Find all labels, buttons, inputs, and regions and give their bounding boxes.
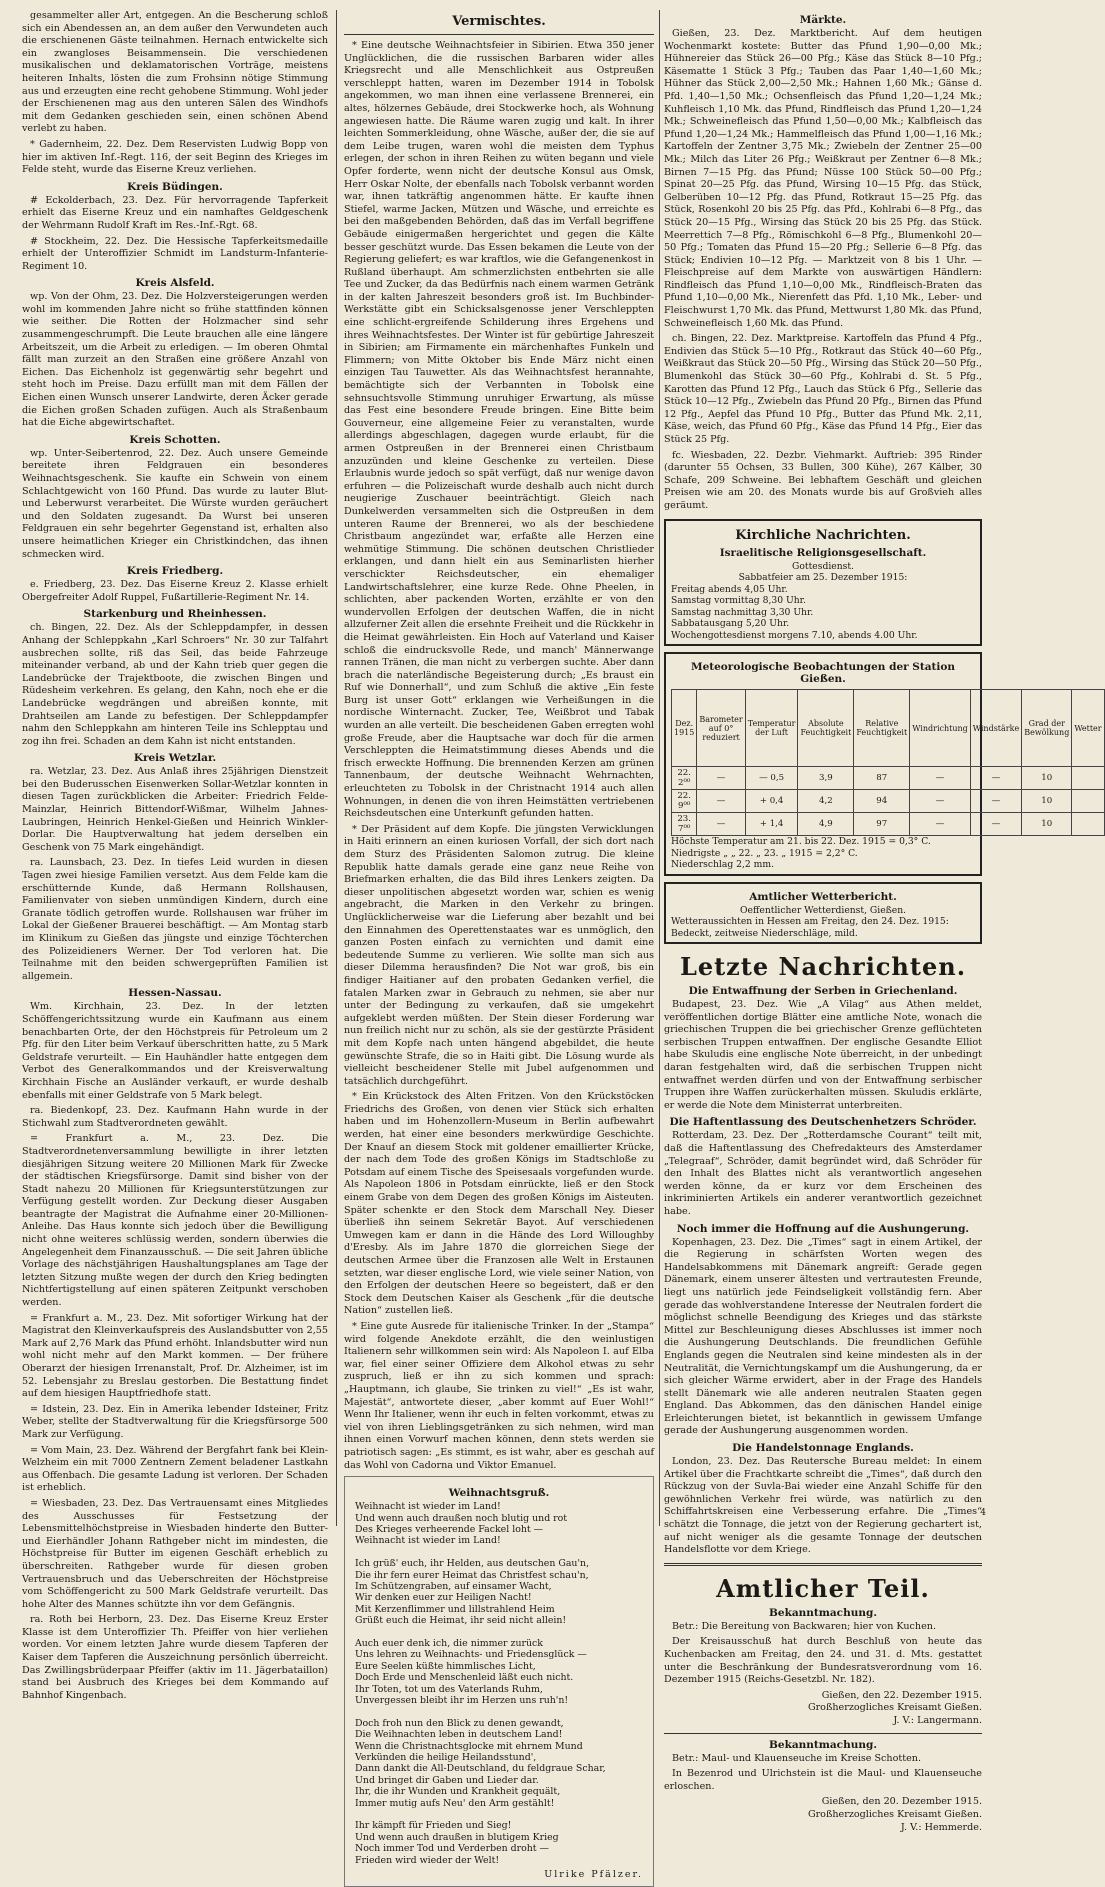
poem-line: Im Schützengraben, auf einsamer Wacht, <box>355 1580 552 1592</box>
church-news-box <box>664 519 982 647</box>
min-temperature: Niedrigste „ „ 22. „ 23. „ 1915 = 2,2° C. <box>671 847 858 859</box>
section-heading: Amtlicher Teil. <box>716 1573 930 1603</box>
poem-line: Uns lehren zu Weihnachts- und Friedensglück — <box>355 1649 587 1661</box>
table-header-cell: Dez. 1915 <box>672 690 697 767</box>
table-cell: 4,2 <box>798 790 854 813</box>
poem-line <box>355 1547 643 1558</box>
section-heading: Starkenburg und Rheinhessen. <box>83 608 267 621</box>
weather-service: Oeffentlicher Wetterdienst, Gießen. <box>739 904 907 916</box>
article-paragraph: = Frankfurt a. M., 23. Dez. Mit sofortiger Wirkung hat der Magistrat den Kleinverkaufspreis des Auslandsbutter von 2,55 Mark auf 2,76 Mark das Pfund erhöht. Inlandsbutter wird nun wohl nicht mehr auf den Markt kommen. — Der frühere Oberarzt der hiesigen Irrenanstalt, Prof. Dr. Alzheimer, ist im 52. Lebensjahr zu Breslau gestorben. Die Bestattung findet auf dem hiesigen Hauptfriedhofe statt. <box>22 1312 328 1400</box>
table-row <box>672 790 1105 813</box>
poem-line: Mit Kerzenflimmer und lillstrahlend Heim <box>355 1603 555 1615</box>
article-paragraph: gesammelter aller Art, entgegen. An die Bescherung schloß sich ein Abendessen an, an dem außer den Verwundeten auch die erschienenen Gäste teilnahmen. Hernach entwickelte sich ein zwangloses Beisammensein. Die verschiedenen musikalischen und deklamatorischen Vorträge, meistens heiteren Inhalts, lösten die zum Frohsinn nötige Stimmung aus und erzeugten eine recht gehobene Stimmung. Wohl jeder der Erschienenen mag aus den unteren Sälen des Windhofs mit dem Gedanken geschieden sein, einen schönen Abend verlebt zu haben. <box>22 10 328 135</box>
poem-line <box>355 1809 643 1820</box>
section-heading: Kirchliche Nachrichten. <box>735 527 911 543</box>
poem-title: Weihnachtsgruß. <box>448 1487 550 1500</box>
table-cell: — <box>910 767 971 790</box>
service-time: Samstag nachmittag 3,30 Uhr. <box>671 606 814 618</box>
weather-forecast: Wetteraussichten in Hessen am Freitag, den 24. Dez. 1915: Bedeckt, zeitweise Niederschläge, mild. <box>671 916 949 939</box>
table-header-row <box>672 690 1105 767</box>
poem-line: Wir denken euer zur Heiligen Nacht! <box>355 1592 532 1604</box>
notice-date: Gießen, den 20. Dezember 1915. <box>821 1796 982 1808</box>
table-header-cell: Barometer auf 0° reduziert <box>697 690 745 767</box>
article-paragraph: Wm. Kirchhain, 23. Dez. In der letzten Schöffengerichtssitzung wurde ein Kaufmann aus einem benachbarten Orte, der den Höchstpreis für Petroleum um 2 Pfg. für den Liter beim Verkauf überschritten hatte, zu 5 Mark Geldstrafe verurteilt. — Ein Hauhändler hatte entgegen dem Verbot des Generalkommandos und der Kreisverwaltung Kirchhain Fische an Ausländer verkauft, er wurde deshalb ebenfalls mit einer Geldstrafe von 5 Mark belegt. <box>22 1001 328 1101</box>
table-cell: 10 <box>1022 767 1072 790</box>
poem-line: Des Krieges verheerende Fackel loht — <box>355 1523 544 1535</box>
poem-line: Frieden wird wieder der Welt! <box>355 1854 500 1866</box>
table-cell: — <box>970 790 1021 813</box>
table-cell: + 1,4 <box>745 813 798 836</box>
article-paragraph: Gießen, 23. Dez. Marktbericht. Auf dem heutigen Wochenmarkt kostete: Butter das Pfund 1,90—0,00 Mk.; Hühnereier das Stück 26—00 Pfg.; Käse das Stück 8—10 Pfg.; Käsematte 1 Stück 3 Pfg.; Tauben das Paar 1,40—1,60 Mk.; Hühner das Stück 2,00—2,50 Mk.; Hahnen 1,60 Mk.; Gänse d. Pfd. 1,40—1,50 Mk.; Ochsenfleisch das Pfund 1,20—1,24 Mk.; Kuhfleisch 1,10 Mk. das Pfund, Rindfleisch das Pfund 1,20—1,24 Mk.; Schweinefleisch das Pfund 1,50—0,00 Mk.; Kalbfleisch das Pfund 1,20—1,24 Mk.; Hammelfleisch das Pfund 1,00—1,16 Mk.; Kartoffeln der Zentner 3,75 Mk.; Zwiebeln der Zentner 25—00 Mk.; Milch das Liter 26 Pfg.; Weißkraut per Zentner 6—8 Mk.; Birnen 7—15 Pfg. das Pfund; Nüsse 100 Stück 50—00 Pfg.; Spinat 20—25 Pfg. das Pfund, Wirsing 10—15 Pfg. das Stück, Gelberüben 10—12 Pfg. das Pfund, Rotkraut 15—25 Pfg. das Stück, Rosenkohl 20 bis 25 Pfg. das Pfd., Kohlrabi 6—8 Pfg., das Stück 20—15 Pfg., Wirsing das Stück 20 bis 25 Pfg. das Stück. Meerrettich 7—8 Pfg., Römischkohl 6—8 Pfg., Blumenkohl 20—50 Pfg.; Tomaten das Pfund 15—20 Pfg.; Sellerie 6—8 Pfg. das Stück; Endivien 10—12 Pfg. — Marktzeit von 8 bis 1 Uhr. — Fleischpreise auf dem Markte von auswärtigen Händlern: Rindfleisch das Pfund 1,10—0,00 Mk., Rindfleisch-Braten das Pfund 1,10—0,00 Mk., Nierenfett das Pfd. 1,10 Mk., Leber- und Fleischwurst 1,70 Mk. das Pfund, Mettwurst 1,80 Mk. das Pfund, Schweinefleisch 1,60 Mk. das Pfund. <box>664 28 982 329</box>
poem-line: Verkünden die heilige Heilandsstund', <box>355 1752 537 1764</box>
poem-line <box>355 1627 643 1638</box>
article-paragraph: # Eckolderbach, 23. Dez. Für hervorragende Tapferkeit erhielt das Eiserne Kreuz und ein namhaftes Geldgeschenk der Wehrmann Rudolf Kraft im Res.-Inf.-Rgt. 68. <box>22 194 328 231</box>
table-cell: 22. 2⁰⁰ <box>672 767 697 790</box>
article-paragraph: * Der Präsident auf dem Kopfe. Die jüngsten Verwicklungen in Haiti erinnern an einen kuriosen Vorfall, der sich dort nach dem Sturz des Präsidenten Salomon zutrug. Die kleine Republik hatte damals gerade eine ganz neue Reihe von Briefmarken erhalten, die das Bild ihres Lenkers zeigten. Da dieser unpolitischen abgesetzt worden war, schien es wenig angebracht, die Marken in den Verkehr zu bringen. Unglücklicherweise war die Lieferung aber bezahlt und bei den Einnahmen des Operettenstaates war es unmöglich, den ganzen Posten einfach zu vernichten und damit eine bedeutende Summe zu verlieren. Wie sollte man sich aus dieser Dilemma herausfinden? Die Not war groß, bis ein findiger Haitianer auf den probaten Gedanken verfiel, die fatalen Marken zwar in Gebrauch zu nehmen, sie aber nur unter der Bedingung zu verkaufen, daß sie umgekehrt aufgeklebt werden müßten. Der Stein dieser Forderung war nun freilich nicht nur zu schön, als sie der gestürzte Präsident mit dem Kopfe nach unten hängend abgebildet, die heute gewünschte Strafe, die so in Haiti gibt. Die Lösung wurde als vielleicht bescheidener Stelle mit Jubel aufgenommen und tatsächlich durchgeführt. <box>344 823 654 1087</box>
poem-line: Immer mutig aufs Neu' den Arm gestählt! <box>355 1797 555 1809</box>
table-cell <box>1072 813 1104 836</box>
section-heading: Meteorologische Beobachtungen der Station Gießen. <box>690 661 956 686</box>
section-heading: Amtlicher Wetterbericht. <box>749 890 897 903</box>
article-paragraph: ch. Bingen, 22. Dez. Als der Schleppdampfer, in dessen Anhang der Schleppkahn „Karl Schroers“ Nr. 30 zur Talfahrt ausbrechen sollte, riß das Seil, das beide Fahrzeuge miteinander verband, ab und der Kahn trieb quer gegen die Landebrücke der Trajektboote, die zwischen Bingen und Rüdesheim verkehren. Es gelang, den Kahn, noch ehe er die Landebrücke wegdrängen und abreißen konnte, mit Drahtseilen am Lande zu befestigen. Der Schleppdampfer nahm den Schleppkahn am hinteren Teile ins Schlepptau und zog ihn frei. Schaden an dem Kahn ist nicht entstanden. <box>22 622 328 747</box>
subheading: Israelitische Religionsgesellschaft. <box>719 546 927 559</box>
service-label: Gottesdienst. <box>792 560 854 572</box>
table-header-cell: Absolute Feuchtigkeit <box>798 690 854 767</box>
table-cell: 10 <box>1022 790 1072 813</box>
max-temperature: Höchste Temperatur am 21. bis 22. Dez. 1915 = 0,3° C. <box>671 836 931 848</box>
article-paragraph: ch. Bingen, 22. Dez. Marktpreise. Kartoffeln das Pfund 4 Pfg., Endivien das Stück 5—10 Pfg., Rotkraut das Stück 40—60 Pfg., Weißkraut das Stück 20—50 Pfg., Wirsing das Stück 20—50 Pfg., Blumenkohl das Stück 30—60 Pfg., Kohlrabi d. St. 5 Pfg., Karotten das Pfund 12 Pfg., Lauch das Stück 6 Pfg., Sellerie das Stück 10—12 Pfg., Zwiebeln das Pfund 20 Pfg., Birnen das Pfund 12 Pfg., Aepfel das Pfund 10 Pfg., Butter das Pfund Mk. 2,11, Käse, weich, das Pfund 60 Pfg., Käse das Pfund 14 Pfg., Eier das Stück 25 Pfg. <box>664 333 982 445</box>
poem-line: Noch immer Tod und Verderben droht — <box>355 1843 549 1855</box>
table-cell <box>1072 767 1104 790</box>
table-cell <box>1072 790 1104 813</box>
article-paragraph: e. Friedberg, 23. Dez. Das Eiserne Kreuz 2. Klasse erhielt Obergefreiter Adolf Ruppel, Fußartillerie-Regiment Nr. 14. <box>22 579 328 603</box>
divider <box>664 1733 982 1734</box>
article-paragraph: * Eine deutsche Weihnachtsfeier in Sibirien. Etwa 350 jener Unglücklichen, die die russischen Barbaren wider alles Kriegsrecht und alle Menschlichkeit aus Ostpreußen verschleppt hatten, waren im Dezember 1914 in Tobolsk angekommen, wo man ihnen eine verlassene Brennerei, ein altes, hölzernes Gebäude, drei Stockwerke hoch, als Wohnung angewiesen hatte. Die Räume waren zugig und kalt. In ihrer leichten Sommerkleidung, ohne Wäsche, außer der, die sie auf dem Leibe trugen, waren wohl die meisten dem Typhus erlegen, der schon in ihren Reihen zu wüten begann und viele Opfer forderte, wenn nicht der deutsche Konsul aus Omsk, Herr Oskar Nolte, der ebenfalls nach Tobolsk verbannt worden war, ihnen tatkräftig angenommen hätte. Er kaufte ihnen Stiefel, warme Jacken, Mützen und Wäsche, und erreichte es bei den maßgebenden Behörden, daß das im Verfall begriffene Gebäude einigermaßen hergerichtet und gegen die Kälte besser geschützt wurde. Das Essen bekamen die Leute von der Regierung geliefert; es war kraftlos, wie die Gefangenenkost in Rußland überhaupt. Am schmerzlichsten entbehrten sie alle Tee und Zucker, da das Bedürfnis nach einem warmen Getränk in der kalten Jahreszeit besonders groß ist. Im Buchbinder-Werkstätte gibt ein Schicksalsgenosse jener Verschleppten eine schlicht-ergreifende Schilderung ihres Ergehens und ihres Weihnachtsfestes. Der Winter ist für gebürtige Jahreszeit in Sibirien; am Firmamente ein märchenhaftes Funkeln und Flimmern; von Mitte Oktober bis Ende März nicht einen einzigen Tau Tauwetter. Als das Weihnachtsfest herannahte, bemächtigte sich der Verbannten in Tobolsk eine sehnsuchtsvolle Stimmung unruhiger Erwartung, als müsse das Fest eine besondere Freude bringen. Eine Bitte beim Gouverneur, eine allgemeine Feier zu veranstalten, wurde allerdings abgeschlagen, dagegen wurde erlaubt, für die armen Ostpreußen in der Brennerei einen Christbaum anzuzünden und kleine Geschenke zu verteilen. Diese Erlaubnis wurde jedoch so spät verfügt, daß nur wenige davon erfuhren — die Polizeischaft wurde deshalb auch nicht durch neugierige Zuschauer beeinträchtigt. Gleich nach Dunkelwerden versammelten sich die Ostpreußen in dem unteren Raume der Brennerei, wo als der beschiedene Christbaum angezündet war, erfaßte alle Herzen eine wehmütige Stimmung. Die schönen deutschen Christlieder erklangen, und dann hielt ein aus Seminarlisten hierher verschickter Reichsdeutscher, ein ehemaliger Landwirtschaftslehrer, eine kurze Rede. Ohne Pheelen, in schlichten, aber packenden Worten, erzählte er von den wundervollen Erfolgen der deutschen Waffen, die in nicht allzuferner Zeit allen die ersehnte Freiheit und die Rückkehr in die Heimat gewährleisten. Ein Hoch auf Vaterland und Kaiser schloß die eindrucksvolle Rede, und manch' Männerwange rannen Tränen, die man nicht zu verbergen suchte. Aber dann brach die naterländische Begeisterung durch; „Es braust ein Ruf wie Donnerhall“, und zum Schluß die aktive „Ein feste Burg ist unser Gott“ erklangen wie Verheißungen in die nordische Winternacht. Zucker, Tee, Weißbrot und Tabak wurden an alle verteilt. Die bescheidenen Gaben erregten wohl große Freude, aber die Hauptsache war doch für die armen Verschleppten die Heimatstimmung dieses Abends und die frisch erweckte Hoffnung. Die brennenden Kerzen am grünen Tannenbaum, der deutsche Weihnacht Wehrnachten, erleuchteten zu Tobolsk in der Christnacht 1914 auch allen Wohnungen, in denen die von ihren Heimstätten vertriebenen Reichsdeutschen eine Unterkunft gefunden hatten. <box>344 40 654 820</box>
column-markets-news <box>664 10 1102 1833</box>
article-paragraph: Kopenhagen, 23. Dez. Die „Times“ sagt in einem Artikel, der die Regierung in schärfsten Worten wegen des Handelsabkommens mit Dänemark angreift: Gerade gegen Dänemark, einem unserer ältesten und vertrautesten Freunde, liegt uns natürlich jede Feindseligkeit vollständig fern. Aber gerade das wohlverstandene Interesse der Neutralen fordert die möglichst schnelle Beendigung des Krieges und das stärkste Mittel zur Beschleunigung dieses Abschlusses ist immer noch die Aushungerung Deutschlands. Die freundlichen Gefühle Englands gegen die Neutralen sind keine mindesten als in der Neutralität, die Vernichtungskampf um die Aushungerung, da er sich gleicher Wärme erwidert, aber in der Frage des Handels stellt Dänemark wie alle anderen neutralen Staaten gegen England. Das Abkommen, das den dänischen Handel einige Erleichterungen bietet, ist bekanntlich in gewissem Umfange gerade der Aushungerung ausgenommen worden. <box>664 1236 982 1437</box>
section-heading: Kreis Schotten. <box>129 433 221 446</box>
section-heading: Kreis Friedberg. <box>126 565 224 578</box>
column-rule <box>659 10 660 1526</box>
weather-report-box <box>664 882 982 945</box>
notice-text: Der Kreisausschuß hat durch Beschluß von heute das Kuchenbacken am Freitag, den 24. und 31. d. Mts. gestattet unter die Beschränkung der Bundesratsverordnung vom 16. Dezember 1915 (Reichs-Gesetzbl. Nr. 182). <box>664 1636 982 1686</box>
poem-box <box>344 1476 654 1887</box>
article-paragraph: Rotterdam, 23. Dez. Der „Rotterdamsche Courant“ teilt mit, daß die Haftentlassung des Chefredakteurs des Amsterdamer „Telegraaf“, Schröder, damit begründet wird, daß Schröder für den Inhalt des Blattes nicht als verantwortlich angesehen werden könne, da er kurz vor dem Erscheinen des inkriminierten Artikels ein anderer verantwortlich gezeichnet habe. <box>664 1130 982 1217</box>
poem-line: Weihnacht ist wieder im Land! <box>355 1501 501 1513</box>
article-heading: Die Handelstonnage Englands. <box>732 1442 914 1455</box>
notice-subject: Betr.: Maul- und Klauenseuche im Kreise Schotten. <box>672 1752 922 1764</box>
article-paragraph: ra. Wetzlar, 23. Dez. Aus Anlaß ihres 25jährigen Dienstzeit bei den Buderusschen Eisenwerken Sollar-Wetzlar konnten in diesen Tagen zurückblicken die Arbeiter: Friedrich Felde-Mainzlar, Heinrich Bittendorf-Wißmar, Wilhelm Jahnes-Laubringen, Heinrich Henkel-Gießen und Heinrich Winkler-Dorlar. Die Hauptverwaltung hat jedem derselben ein Geschenk von 75 Mark eingehändigt. <box>22 766 328 853</box>
poem-line: Doch froh nun den Blick zu denen gewandt, <box>355 1717 564 1729</box>
article-paragraph: # Stockheim, 22. Dez. Die Hessische Tapferkeitsmedaille erhielt der Unteroffizier Schmidt im Landsturm-Infanterie-Regiment 10. <box>22 235 328 272</box>
service-time: Freitag abends 4,05 Uhr. <box>671 583 788 595</box>
article-paragraph: London, 23. Dez. Das Reutersche Bureau meldet: In einem Artikel über die Frachtkarte schreibt die „Times“, daß durch den Rückzug von der Suvla-Bai wieder eine Anzahl Schiffe für den gewöhnlichen Verkehr frei würde, was natürlich zu den Schiffahrtskreisen eine Verbesserung erfahre. Die „Times“ schätzt die Tonnage, die jetzt von der Regierung gechartert ist, auf nicht weniger als die gesamte Tonnage der deutschen Handelsflotte vor dem Kriege. <box>664 1456 982 1556</box>
service-time: Sabbatausgang 5,20 Uhr. <box>671 618 790 630</box>
poem-line: Doch Erde und Menschenleid läßt euch nicht. <box>355 1672 574 1684</box>
service-title: Sabbatfeier am 25. Dezember 1915: <box>738 572 908 584</box>
poem-line: Wenn die Christnachtsglocke mit ehrnem Mund <box>355 1740 583 1752</box>
service-time: Samstag vormittag 8,30 Uhr. <box>671 595 806 607</box>
section-heading: Kreis Büdingen. <box>127 180 223 193</box>
poem-line: Und wenn auch draußen in blutigem Krieg <box>355 1831 559 1843</box>
table-cell: 4,9 <box>798 813 854 836</box>
precipitation: Niederschlag 2,2 mm. <box>671 859 774 871</box>
article-heading: Die Entwaffnung der Serben in Griechenland. <box>688 985 958 998</box>
notice-signature: J. V.: Langermann. <box>893 1714 982 1726</box>
table-header-cell: Grad der Bewölkung <box>1022 690 1072 767</box>
notice-subject: Betr.: Die Bereitung von Backwaren; hier von Kuchen. <box>672 1620 937 1632</box>
poem-line <box>355 1706 643 1717</box>
table-cell: + 0,4 <box>745 790 798 813</box>
poem-line: Ihr, die ihr Wunden und Krankheit gequält, <box>355 1786 561 1798</box>
divider <box>664 1563 982 1566</box>
table-header-cell: Windstärke <box>970 690 1021 767</box>
table-cell: — <box>697 767 745 790</box>
table-cell: — <box>910 813 971 836</box>
article-paragraph: * Gadernheim, 22. Dez. Dem Reservisten Ludwig Bopp von hier im aktiven Inf.-Regt. 116, der seit Beginn des Krieges im Felde steht, wurde das Eiserne Kreuz verliehen. <box>22 138 328 176</box>
article-paragraph: Budapest, 23. Dez. Wie „A Vilag“ aus Athen meldet, veröffentlichen dortige Blätter eine amtliche Note, wonach die griechischen Truppen die bei griechischer Grenze geflüchteten serbischen Truppen entwaffnen. Der englische Gesandte Elliot habe Skuludis eine englische Note überreicht, in der unbedingt daran festgehalten wird, daß die serbischen Truppen nicht entwaffnet werden dürfen und von der Entwaffnung serbischer Truppen ihre Waffen zurückerhalten müssen. Skuludis erklärte, er werde die Note dem Ministerrat unterbreiten. <box>664 999 982 1111</box>
section-heading: Kreis Alsfeld. <box>135 277 215 290</box>
poem-line: Dann dankt die All-Deutschland, du feldgraue Schar, <box>355 1763 606 1775</box>
article-paragraph: * Ein Krückstock des Alten Fritzen. Von den Krückstöcken Friedrichs des Großen, von denen vier Stück sich erhalten haben und im Hohenzollern-Museum in Berlin aufbewahrt werden, hat einer eine besonders merkwürdige Geschichte. Der Knauf an diesem Stock mit goldener emaillierter Krücke, der nach dem Tode des großen Königs im Stadtschloße zu Potsdam auf einem Tische des Speisesaals vorgefunden wurde. Als Napoleon 1806 in Potsdam einrückte, ließ er den Stock einem Grabe von dem Degen des großen Königs im Aisteuten. Später schenkte er den Stock dem Marschall Ney. Dieser überließ ihn seinem Sekretär Bayot. Auf verschiedenen Umwegen kam er dann in die Hände des Lord Willoughby d'Eresby. Als im Jahre 1870 die glorreichen Siege der deutschen Armee über die Franzosen alle Welt in Erstaunen setzten, war dieser englische Lord, wie viele seiner Nation, von den Erfolgen der deutschen Heere so begeistert, daß er den Stock dem Deutschen Kaiser als Geschenk „für die deutsche Nation“ zustellen ließ. <box>344 1091 654 1317</box>
article-paragraph: ra. Biedenkopf, 23. Dez. Kaufmann Hahn wurde in der Stichwahl zum Stadtverordneten gewählt. <box>22 1105 328 1129</box>
section-heading: Märkte. <box>799 14 847 26</box>
article-heading: Noch immer die Hoffnung auf die Aushungerung. <box>676 1222 970 1235</box>
table-cell: 10 <box>1022 813 1072 836</box>
section-heading: Hessen-Nassau. <box>128 987 222 1000</box>
page-number: 4 <box>980 1508 986 1518</box>
column-miscellaneous <box>344 10 654 1881</box>
notice-heading: Bekanntmachung. <box>769 1606 877 1619</box>
poem-line: Grüßt euch die Heimat, ihr seid nicht allein! <box>355 1615 567 1627</box>
column-rule <box>336 10 337 1526</box>
table-cell: — <box>697 790 745 813</box>
article-paragraph: = Frankfurt a. M., 23. Dez. Die Stadtverordnetenversammlung bewilligte in ihrer letzten diesjährigen Sitzung weitere 20 Millionen Mark für Zwecke der städtischen Kriegsfürsorge. Damit sind bisher von der Stadt nahezu 20 Millionen für Kriegsunterstützungen zur Verfügung gestellt worden. Zur Deckung dieser Ausgaben beantragte der Magistrat die Aufnahme einer 20-Millionen-Anleihe. Das Haus konnte sich jedoch über die Bewilligung nicht ohne weiteres schlüssig werden, sondern überwies die Angelegenheit dem Finanzausschuß. — Die seit Jahren übliche Vorlage des nächstjährigen Haushaltungsplanes am Tage der letzten Sitzung mußte wegen der durch den Krieg bedingten Nichtfertigstellung auf einen späteren Zeitpunkt verschoben werden. <box>22 1133 328 1309</box>
section-heading: Vermischtes. <box>452 14 546 29</box>
poem-line: Ich grüß' euch, ihr Helden, aus deutschen Gau'n, <box>355 1558 590 1570</box>
table-header-cell: Temperatur der Luft <box>745 690 798 767</box>
poem-line: Auch euer denk ich, die nimmer zurück <box>355 1637 543 1649</box>
table-cell: — <box>910 790 971 813</box>
section-heading: Kreis Wetzlar. <box>133 752 217 765</box>
article-paragraph: wp. Unter-Seibertenrod, 22. Dez. Auch unsere Gemeinde bereitete ihren Feldgrauen ein besonderes Weihnachtsgeschenk. Sie kaufte ein Schwein von einem Schlachtgewicht von 160 Pfund. Das wurde zu lauter Blut- und Leberwurst verarbeitet. Die Würste wurden geräuchert und den Soldaten zugesandt. Da Wurst bei unseren Feldgrauen ein sehr begehrter Gegenstand ist, erhalten also unsere heimatlichen Krieger ein Christkindchen, das ihnen schmecken wird. <box>22 447 328 560</box>
table-cell: 97 <box>854 813 910 836</box>
poem-line: Unvergessen bleibt ihr im Herzen uns ruh'n! <box>355 1695 569 1706</box>
table-cell: — <box>970 767 1021 790</box>
article-paragraph: ra. Roth bei Herborn, 23. Dez. Das Eiserne Kreuz Erster Klasse ist dem Unteroffizier Th. Pfeiffer von hier verliehen worden. Vor einem letzten Jahre wurde diesem Tapferen der Kaiser dem Tapferen die Auszeichnung persönlich überreicht. Das Zwillingsbrüderpaar Pfeiffer (aktiv im 11. Jägerbataillon) stand bei Ausbruch des Krieges bei dem Kommando auf Bahnhof Kingenbach. <box>22 1614 328 1701</box>
table-cell: 23. 7⁰⁰ <box>672 813 697 836</box>
divider <box>344 34 654 35</box>
table-cell: 94 <box>854 790 910 813</box>
table-cell: 3,9 <box>798 767 854 790</box>
table-cell: — 0,5 <box>745 767 798 790</box>
poem-line: Ihr kämpft für Frieden und Sieg! <box>355 1820 512 1832</box>
poem-lines <box>355 1501 643 1866</box>
service-time: Wochengottesdienst morgens 7.10, abends 4.00 Uhr. <box>671 629 918 641</box>
table-cell: — <box>970 813 1021 836</box>
poem-line: Weihnacht ist wieder im Land! <box>355 1535 501 1547</box>
table-header-cell: Windrichtung <box>910 690 971 767</box>
article-paragraph: * Eine gute Ausrede für italienische Trinker. In der „Stampa“ wird folgende Anekdote erzählt, die den weinlustigen Italienern sehr willkommen sein wird: Als Napoleon I. auf Elba war, fiel einer seiner Offiziere dem Alkohol etwas zu sehr zuspruch, ließ er ihn zu sich kommen und sprach: „Hauptmann, ich glaube, Sie trinken zu viel!“ „Es ist wahr, Majestät“, antwortete dieser, „aber kommt auf Euer Wohl!“ Wenn Ihr Italiener, wenn ihr euch in felten vorkommt, etwas zu viel von ihren Lieblingsgetränken zu sich nehmen, wird man ihnen einen Vorwurf machen können, denn stets werden sie patriotisch sagen: „Es stimmt, es ist wahr, aber es geschah auf das Wohl von Cadorna und Viktor Emanuel. <box>344 1320 654 1471</box>
table-cell: 22. 9⁰⁰ <box>672 790 697 813</box>
poem-line: Und bringet dir Gaben und Lieder dar. <box>355 1774 539 1786</box>
table-cell: — <box>697 813 745 836</box>
poem-line: Und wenn auch draußen noch blutig und rot <box>355 1512 568 1524</box>
table-row <box>672 767 1105 790</box>
article-paragraph: ra. Launsbach, 23. Dez. In tiefes Leid wurden in diesen Tagen zwei hiesige Familien versetzt. Aus dem Felde kam die erschütternde Kunde, daß Hermann Rollshausen, Familienvater von sieben unmündigen Kindern, durch eine Granate tödlich getroffen wurde. Rollshausen war früher im Lokal der Gießener Brauerei beschäftigt. — Am Montag starb im Klinikum zu Gießen das jüngste und einzige Töchterchen des Polizeidieners Werner. Der Tod verloren hat. Die Teilnahme mit den beiden schwergeprüften Familien ist allgemein. <box>22 857 328 982</box>
column-local-news <box>22 10 328 1701</box>
article-heading: Die Haftentlassung des Deutschenhetzers Schröder. <box>669 1116 977 1129</box>
section-heading: Letzte Nachrichten. <box>679 952 967 982</box>
notice-authority: Großherzogliches Kreisamt Gießen. <box>807 1808 982 1820</box>
notice-text: In Bezenrod und Ulrichstein ist die Maul- und Klauenseuche erloschen. <box>664 1768 982 1792</box>
poem-line: Ihr Toten, tot um des Vaterlands Ruhm, <box>355 1683 543 1695</box>
table-cell: 87 <box>854 767 910 790</box>
table-row <box>672 813 1105 836</box>
table-body <box>672 767 1105 836</box>
table-header-cell: Wetter <box>1072 690 1104 767</box>
weather-table <box>671 689 1105 836</box>
notice-date: Gießen, den 22. Dezember 1915. <box>821 1689 982 1701</box>
notice-heading: Bekanntmachung. <box>769 1738 877 1751</box>
poem-line: Die Weihnachten leben in deutschem Land! <box>355 1729 563 1741</box>
article-paragraph: = Vom Main, 23. Dez. Während der Bergfahrt fank bei Klein-Welzheim ein mit 7000 Zentnern Zement beladener Lastkahn aus Offenbach. Die gesamte Ladung ist verloren. Der Schaden ist erheblich. <box>22 1444 328 1494</box>
weather-observations-box <box>664 652 1102 876</box>
poem-author: Ulrike Pfälzer. <box>544 1869 643 1881</box>
article-paragraph: = Idstein, 23. Dez. Ein in Amerika lebender Idsteiner, Fritz Weber, stellte der Stadtverwaltung für die Kriegsfürsorge 500 Mark zur Verfügung. <box>22 1403 328 1440</box>
poem-line: Eure Seelen küßte himmlisches Licht, <box>355 1660 536 1672</box>
article-paragraph: fc. Wiesbaden, 22. Dezbr. Viehmarkt. Auftrieb: 395 Rinder (darunter 55 Ochsen, 33 Bullen, 300 Kühe), 267 Kälber, 30 Schafe, 209 Schweine. Bei lebhaftem Geschäft und gleichen Preisen wie am 20. des Monats wurde bis auf Großvieh alles geräumt. <box>664 449 982 511</box>
article-paragraph: wp. Von der Ohm, 23. Dez. Die Holzversteigerungen werden wohl im kommenden Jahre nicht so frühe stattfinden können wie seither. Die Rotten der Holzmacher sind sehr zusammengeschrumpft. Die Leute brauchen alle eine längere Arbeitszeit, um die Arbeit zu erledigen. — Im oberen Ohmtal fällt man zurzeit an den Straßen eine größere Anzahl von Eichen. Das Eichenholz ist gegenwärtig sehr begehrt und steht hoch im Preise. Dazu erfüllt man mit dem Fällen der Eichen einen Wunsch unserer Landwirte, deren Äcker gerade die Eichen großen Schaden zufügen. Auch als Straßenbaum hat die Eiche abgewirtschaftet. <box>22 291 328 429</box>
notice-authority: Großherzogliches Kreisamt Gießen. <box>807 1702 982 1714</box>
notice-signature: J. V.: Hemmerde. <box>900 1821 982 1833</box>
article-paragraph: = Wiesbaden, 23. Dez. Das Vertrauensamt eines Mitgliedes des Ausschusses für Festsetzung der Lebensmittelhöchstpreise in Wiesbaden hinderte den Butter- und Eierhändler Johann Rathgeber nicht im mindesten, die Höchstpreise für Butter im eigenen Geschäft erheblich zu überschreiten. Rathgeber wurde für diesen groben Vertrauensbruch und das Ueberschreiten der Höchstpreise vom Schöffengericht zu 500 Mark Geldstrafe verurteilt. Das hohe Alter des Mannes schützte ihn vor dem Gefängnis. <box>22 1497 328 1610</box>
poem-line: Die ihr fern eurer Heimat das Christfest schau'n, <box>355 1569 589 1581</box>
table-header-cell: Relative Feuchtigkeit <box>854 690 910 767</box>
